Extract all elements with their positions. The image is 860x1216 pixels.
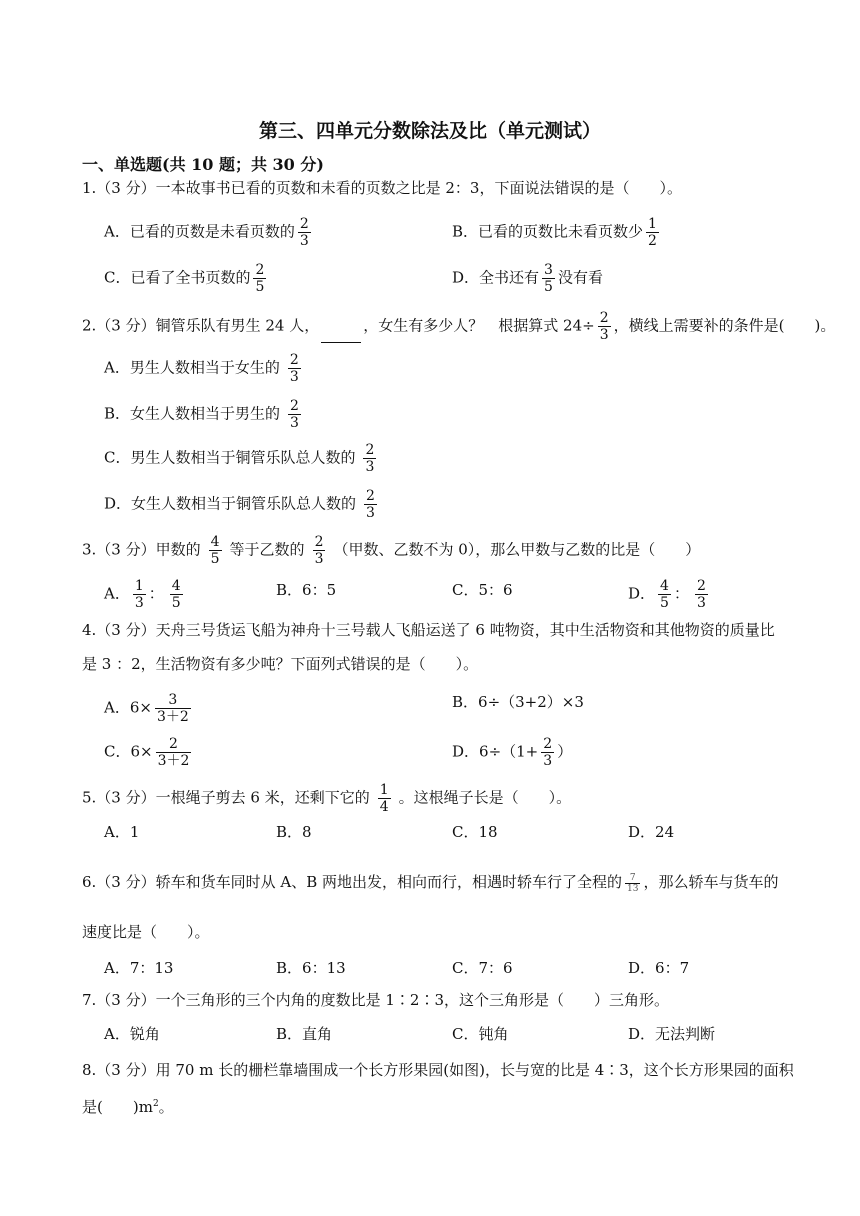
q5-option-a: A．1 bbox=[104, 823, 140, 841]
q6-option-d: D．6：7 bbox=[628, 959, 690, 977]
q1-option-d: D．全书还有 $\frac{3}{5}$ 没有看 bbox=[452, 262, 603, 295]
question-4-line-1: 4.（3 分）天舟三号货运飞船为神舟十三号载人飞船运送了 6 吨物资，其中生活物资和其他物资的质量比 bbox=[82, 621, 775, 639]
q2-option-d: D．女生人数相当于铜管乐队总人数的 $\frac{2}{3}$ bbox=[104, 488, 375, 521]
q7-option-b: B．直角 bbox=[276, 1025, 333, 1043]
q4-option-d: D．6÷（1+ $\frac{2}{3}$ ） bbox=[452, 736, 573, 769]
page-title: 第三、四单元分数除法及比（单元测试） bbox=[258, 120, 601, 142]
q3-option-c: C．5：6 bbox=[452, 581, 513, 599]
question-3-stem: 3.（3 分）甲数的 $\frac{4}{5}$ 等于乙数的 $\frac{2}{3}$ （甲数、乙数不为 0），那么甲数与乙数的比是（ ） bbox=[82, 534, 701, 567]
section-heading: 一、单选题(共 10 题；共 30 分) bbox=[82, 155, 324, 174]
question-8-line-2: 是( )$m^2$。 bbox=[82, 1098, 174, 1116]
q6-option-a: A．7：13 bbox=[104, 959, 174, 977]
question-6-line-1: 6.（3 分）轿车和货车同时从 A、B 两地出发，相向而行，相遇时轿车行了全程的 $\frac{7}{13}$ ，那么轿车与货车的 bbox=[82, 872, 779, 894]
q6-option-b: B．6：13 bbox=[276, 959, 346, 977]
q5-option-d: D．24 bbox=[628, 823, 675, 841]
q1-option-a: A．已看的页数是未看页数的 $\frac{2}{3}$ bbox=[104, 216, 309, 249]
q5-option-b: B．8 bbox=[276, 823, 312, 841]
q3-option-d: D． $\frac{4}{5}$ ： $\frac{2}{3}$ bbox=[628, 578, 706, 611]
question-2-stem: 2.（3 分）铜管乐队有男生 24 人， ，女生有多少人？ 根据算式 24÷ $\frac{2}{3}$ ，横线上需要补的条件是( )。 bbox=[82, 310, 836, 343]
q2-option-c: C．男生人数相当于铜管乐队总人数的 $\frac{2}{3}$ bbox=[104, 442, 375, 475]
q1-option-b: B．已看的页数比未看页数少 $\frac{1}{2}$ bbox=[452, 216, 657, 249]
question-5-stem: 5.（3 分）一根绳子剪去 6 米，还剩下它的 $\frac{1}{4}$ 。这根绳子长是（ ）。 bbox=[82, 782, 572, 815]
answer-blank bbox=[321, 328, 361, 343]
q4-option-a: A．6× $\frac{3}{3+2}$ bbox=[104, 692, 189, 725]
q7-option-c: C．钝角 bbox=[452, 1025, 509, 1043]
question-7-stem: 7.（3 分）一个三角形的三个内角的度数比是 1∶2∶3，这个三角形是（ ）三角形。 bbox=[82, 991, 670, 1009]
question-4-line-2: 是 3 ：2，生活物资有多少吨？下面列式错误的是（ ）。 bbox=[82, 655, 479, 673]
q3-option-b: B．6：5 bbox=[276, 581, 337, 599]
q7-option-d: D．无法判断 bbox=[628, 1025, 716, 1043]
q4-option-b: B．6÷（3+2）×3 bbox=[452, 693, 584, 711]
q6-option-c: C．7：6 bbox=[452, 959, 513, 977]
q5-option-c: C．18 bbox=[452, 823, 498, 841]
q2-option-b: B．女生人数相当于男生的 $\frac{2}{3}$ bbox=[104, 398, 299, 431]
q3-option-a: A． $\frac{1}{3}$ ： $\frac{4}{5}$ bbox=[104, 578, 181, 611]
question-6-line-2: 速度比是（ ）。 bbox=[82, 923, 210, 941]
q2-option-a: A．男生人数相当于女生的 $\frac{2}{3}$ bbox=[104, 352, 299, 385]
q1-option-c: C．已看了全书页数的 $\frac{2}{5}$ bbox=[104, 262, 265, 295]
q4-option-c: C．6× $\frac{2}{3+2}$ bbox=[104, 736, 190, 769]
question-1-stem: 1.（3 分）一本故事书已看的页数和未看的页数之比是 2：3，下面说法错误的是（ ）。 bbox=[82, 179, 682, 197]
q7-option-a: A．锐角 bbox=[104, 1025, 160, 1043]
question-8-line-1: 8.（3 分）用 70 m 长的栅栏靠墙围成一个长方形果园(如图)，长与宽的比是 4∶3，这个长方形果园的面积 bbox=[82, 1061, 794, 1079]
